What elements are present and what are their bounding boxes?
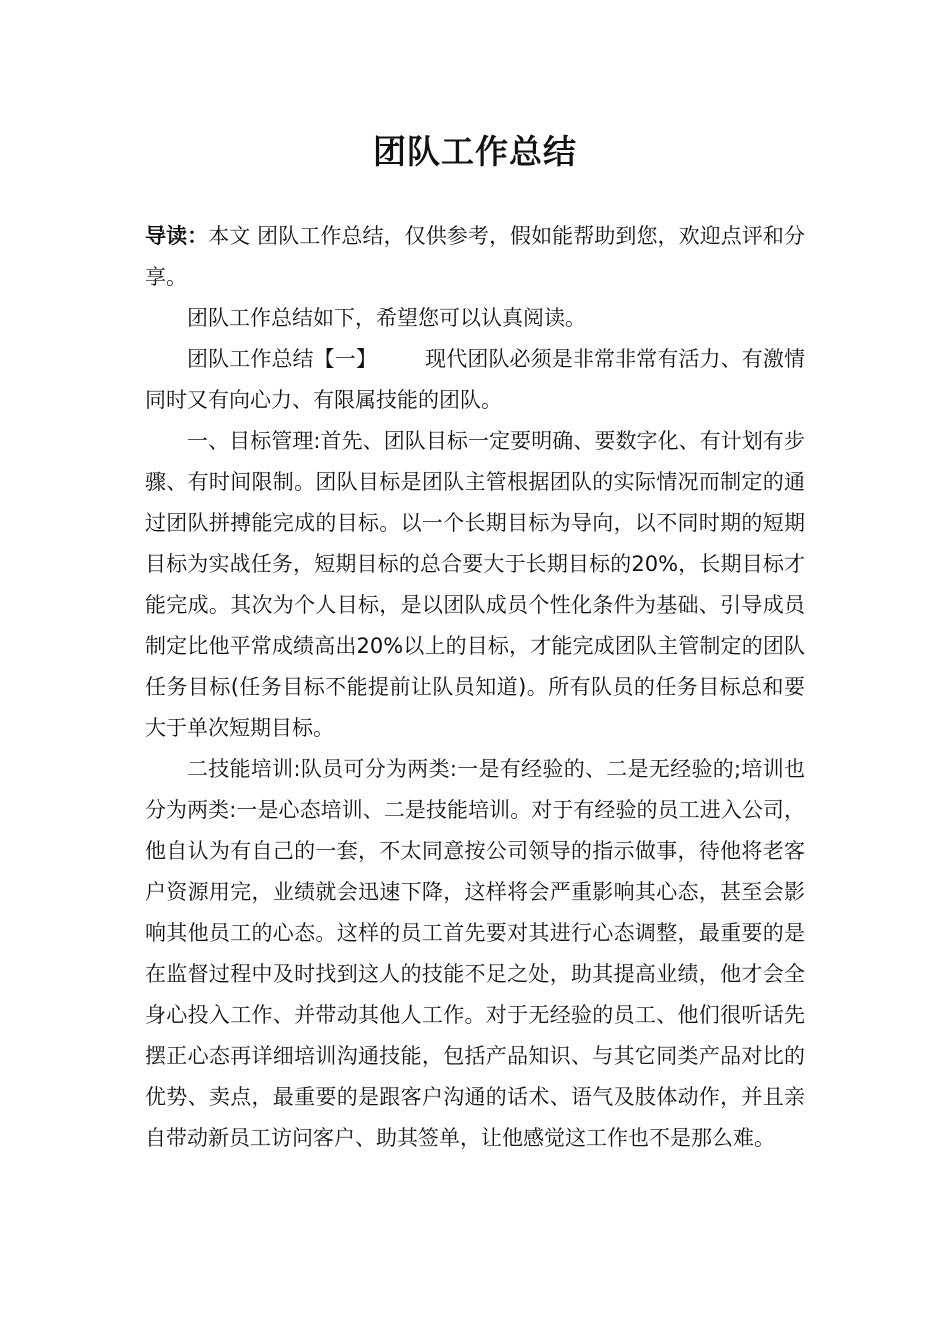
paragraph-2-text: 现代团队必须是非常非常有活力、有激情同时又有向心力、有限属技能的团队。 [145, 347, 805, 412]
intro-paragraph [145, 216, 805, 298]
paragraph-1: 团队工作总结如下，希望您可以认真阅读。 [187, 306, 586, 330]
paragraph-3: 一、目标管理:首先、团队目标一定要明确、要数字化、有计划有步骤、有时间限制。团队目标是团队主管根据团队的实际情况而制定的通过团队拼搏能完成的目标。以一个长期目标为导向，以不同时期的短期目标为实战任务，短期目标的总合要大于长期目标的20%，长期目标才能完成。其次为个人目标，是以团队成员个性化条件为基础、引导成员制定比他平常成绩高出20%以上的目标，才能完成团队主管制定的团队任务目标(任务目标不能提前让队员知道)。所有队员的任务目标总和要大于单次短期目标。 [145, 429, 805, 740]
intro-text: 本文 团队工作总结，仅供参考，假如能帮助到您，欢迎点评和分享。 [145, 224, 805, 289]
paragraph-2 [145, 339, 805, 421]
document-body [145, 216, 805, 1159]
document-title: 团队工作总结 [373, 132, 577, 171]
section-heading: 团队工作总结【一】 [187, 347, 377, 371]
intro-label: 导读： [145, 224, 209, 248]
paragraph-4: 二技能培训:队员可分为两类:一是有经验的、二是无经验的;培训也分为两类:一是心态培训、二是技能培训。对于有经验的员工进入公司，他自认为有自己的一套，不太同意按公司领导的指示做事，待他将老客户资源用完，业绩就会迅速下降，这样将会严重影响其心态，甚至会影响其他员工的心态。这样的员工首先要对其进行心态调整，最重要的是在监督过程中及时找到这人的技能不足之处，助其提高业绩，他才会全身心投入工作、并带动其他人工作。对于无经验的员工、他们很听话先摆正心态再详细培训沟通技能，包括产品知识、与其它同类产品对比的优势、卖点，最重要的是跟客户沟通的话术、语气及肢体动作，并且亲自带动新员工访问客户、助其签单，让他感觉这工作也不是那么难。 [145, 757, 805, 1150]
